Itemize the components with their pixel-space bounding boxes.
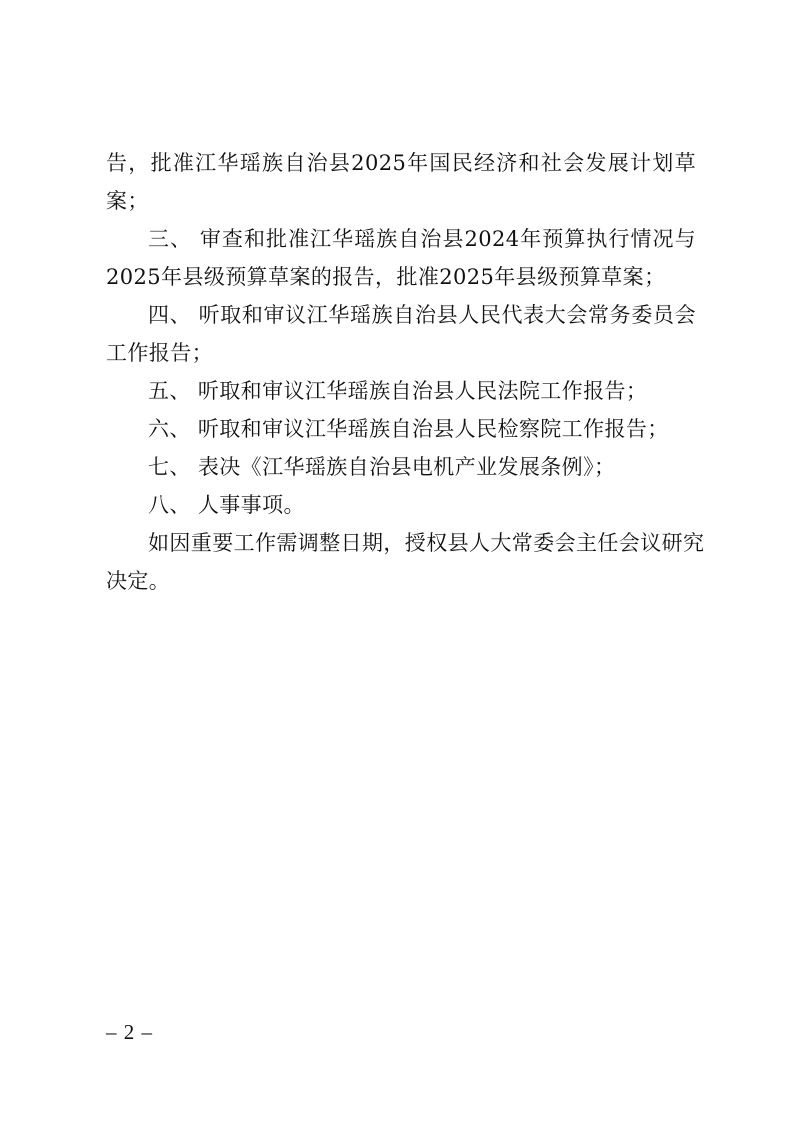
item-six: 六、 听取和审议江华瑶族自治县人民检察院工作报告；	[148, 417, 669, 441]
closing-line-2: 决定。	[106, 569, 171, 593]
item-four-line-2: 工作报告；	[106, 341, 213, 365]
text-line-1: 告，批准江华瑶族自治县2025年国民经济和社会发展计划草	[106, 151, 696, 175]
item-eight: 八、 人事事项。	[148, 493, 305, 517]
page-number: – 2 –	[106, 1020, 153, 1044]
closing-line-1: 如因重要工作需调整日期，授权县人大常委会主任会议研究	[148, 531, 705, 555]
item-five: 五、 听取和审议江华瑶族自治县人民法院工作报告；	[148, 379, 648, 403]
item-three-line-1: 三、 审查和批准江华瑶族自治县2024年预算执行情况与	[148, 227, 696, 251]
text-line-2: 案；	[106, 189, 149, 213]
item-seven: 七、 表决《江华瑶族自治县电机产业发展条例》；	[148, 455, 616, 479]
item-three-line-2: 2025年县级预算草案的报告，批准2025年县级预算草案；	[106, 265, 666, 289]
item-four-line-1: 四、 听取和审议江华瑶族自治县人民代表大会常务委员会	[148, 303, 696, 327]
